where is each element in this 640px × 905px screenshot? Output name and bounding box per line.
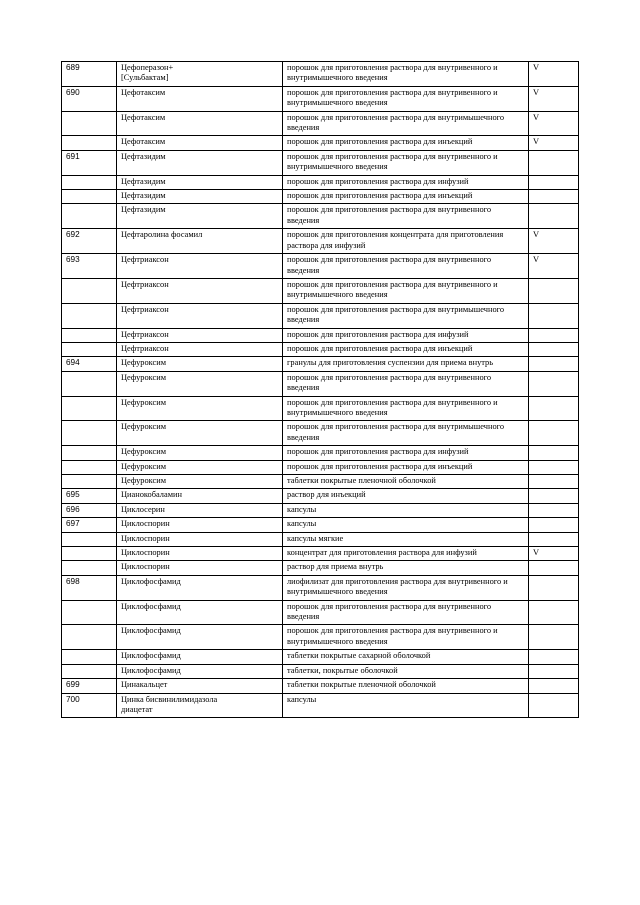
drug-name-cell: Цефотаксим	[117, 111, 283, 136]
dosage-form-cell: порошок для приготовления раствора для инъекций	[283, 342, 529, 356]
dosage-form-cell: порошок для приготовления раствора для внутривенного и внутримышечного введения	[283, 150, 529, 175]
dosage-form-cell: гранулы для приготовления суспензии для приема внутрь	[283, 357, 529, 371]
table-row	[62, 204, 579, 229]
drug-name-cell: Цефтаролина фосамил	[117, 229, 283, 254]
drug-name-cell: Циклоспорин	[117, 532, 283, 546]
drug-name-cell: Цефтриаксон	[117, 254, 283, 279]
table-row	[62, 489, 579, 503]
dosage-form-cell: капсулы	[283, 503, 529, 517]
drug-name-cell: Циклофосфамид	[117, 625, 283, 650]
vital-mark-cell	[529, 625, 579, 650]
row-number-cell	[62, 547, 117, 561]
table-row	[62, 396, 579, 421]
table-row	[62, 693, 579, 718]
drug-name-cell: Цефуроксим	[117, 357, 283, 371]
table-row	[62, 664, 579, 678]
drug-name-cell: Циклофосфамид	[117, 575, 283, 600]
row-number-cell	[62, 136, 117, 150]
row-number-cell	[62, 303, 117, 328]
vital-mark-cell	[529, 357, 579, 371]
drug-name-cell: Цефтазидим	[117, 175, 283, 189]
dosage-form-cell: капсулы	[283, 693, 529, 718]
drug-table-body	[62, 62, 579, 718]
row-number-cell	[62, 625, 117, 650]
vital-mark-cell	[529, 575, 579, 600]
row-number-cell	[62, 328, 117, 342]
table-row	[62, 679, 579, 693]
table-row	[62, 150, 579, 175]
drug-name-cell: Цефтриаксон	[117, 328, 283, 342]
vital-mark-cell	[529, 303, 579, 328]
vital-mark-cell	[529, 446, 579, 460]
table-row	[62, 561, 579, 575]
drug-name-cell: Цефуроксим	[117, 475, 283, 489]
dosage-form-cell: лиофилизат для приготовления раствора для внутривенного и внутримышечного введения	[283, 575, 529, 600]
table-row	[62, 532, 579, 546]
dosage-form-cell: порошок для приготовления раствора для внутривенного введения	[283, 254, 529, 279]
dosage-form-cell: таблетки покрытые пленочной оболочкой	[283, 475, 529, 489]
row-number-cell	[62, 278, 117, 303]
table-row	[62, 254, 579, 279]
row-number-cell	[62, 342, 117, 356]
drug-name-cell: Циклофосфамид	[117, 650, 283, 664]
vital-mark-cell	[529, 204, 579, 229]
dosage-form-cell: порошок для приготовления раствора для инфузий	[283, 175, 529, 189]
dosage-form-cell: капсулы мягкие	[283, 532, 529, 546]
vital-mark-cell: V	[529, 254, 579, 279]
dosage-form-cell: порошок для приготовления раствора для инфузий	[283, 328, 529, 342]
dosage-form-cell: порошок для приготовления раствора для инъекций	[283, 190, 529, 204]
row-number-cell	[62, 371, 117, 396]
dosage-form-cell: порошок для приготовления раствора для внутривенного введения	[283, 600, 529, 625]
vital-mark-cell	[529, 600, 579, 625]
table-row	[62, 547, 579, 561]
dosage-form-cell: порошок для приготовления концентрата для приготовления раствора для инфузий	[283, 229, 529, 254]
dosage-form-cell: концентрат для приготовления раствора для инфузий	[283, 547, 529, 561]
vital-mark-cell	[529, 693, 579, 718]
vital-mark-cell: V	[529, 86, 579, 111]
drug-name-cell: Циклоспорин	[117, 518, 283, 532]
vital-mark-cell: V	[529, 136, 579, 150]
table-row	[62, 229, 579, 254]
vital-mark-cell: V	[529, 229, 579, 254]
vital-mark-cell	[529, 190, 579, 204]
dosage-form-cell: таблетки покрытые сахарной оболочкой	[283, 650, 529, 664]
table-row	[62, 475, 579, 489]
table-row	[62, 575, 579, 600]
row-number-cell	[62, 421, 117, 446]
row-number-cell	[62, 475, 117, 489]
table-row	[62, 371, 579, 396]
dosage-form-cell: порошок для приготовления раствора для внутримышечного введения	[283, 303, 529, 328]
table-row	[62, 518, 579, 532]
vital-mark-cell	[529, 489, 579, 503]
drug-name-cell: Цефоперазон+ [Сульбактам]	[117, 62, 283, 87]
table-row	[62, 503, 579, 517]
row-number-cell: 695	[62, 489, 117, 503]
row-number-cell: 696	[62, 503, 117, 517]
row-number-cell	[62, 460, 117, 474]
vital-mark-cell	[529, 561, 579, 575]
drug-name-cell: Цианокобаламин	[117, 489, 283, 503]
row-number-cell: 691	[62, 150, 117, 175]
vital-mark-cell: V	[529, 111, 579, 136]
row-number-cell: 689	[62, 62, 117, 87]
vital-mark-cell	[529, 650, 579, 664]
vital-mark-cell	[529, 371, 579, 396]
table-row	[62, 175, 579, 189]
vital-mark-cell	[529, 396, 579, 421]
row-number-cell	[62, 561, 117, 575]
vital-mark-cell	[529, 679, 579, 693]
dosage-form-cell: порошок для приготовления раствора для инъекций	[283, 136, 529, 150]
table-row	[62, 62, 579, 87]
vital-mark-cell: V	[529, 62, 579, 87]
dosage-form-cell: порошок для приготовления раствора для инъекций	[283, 460, 529, 474]
row-number-cell	[62, 600, 117, 625]
dosage-form-cell: капсулы	[283, 518, 529, 532]
row-number-cell	[62, 446, 117, 460]
row-number-cell	[62, 650, 117, 664]
row-number-cell: 693	[62, 254, 117, 279]
drug-name-cell: Цефуроксим	[117, 396, 283, 421]
table-row	[62, 328, 579, 342]
dosage-form-cell: порошок для приготовления раствора для внутримышечного введения	[283, 111, 529, 136]
vital-mark-cell	[529, 503, 579, 517]
dosage-form-cell: порошок для приготовления раствора для инфузий	[283, 446, 529, 460]
vital-mark-cell	[529, 278, 579, 303]
table-row	[62, 357, 579, 371]
row-number-cell	[62, 175, 117, 189]
table-row	[62, 86, 579, 111]
table-row	[62, 342, 579, 356]
row-number-cell	[62, 532, 117, 546]
table-row	[62, 136, 579, 150]
vital-mark-cell	[529, 150, 579, 175]
drug-name-cell: Цефтазидим	[117, 190, 283, 204]
dosage-form-cell: раствор для приема внутрь	[283, 561, 529, 575]
drug-name-cell: Цефуроксим	[117, 371, 283, 396]
dosage-form-cell: порошок для приготовления раствора для внутривенного и внутримышечного введения	[283, 278, 529, 303]
table-row	[62, 421, 579, 446]
drug-name-cell: Циклоспорин	[117, 547, 283, 561]
vital-mark-cell	[529, 518, 579, 532]
drug-name-cell: Цинка бисвинилимидазола диацетат	[117, 693, 283, 718]
table-row	[62, 600, 579, 625]
vital-mark-cell	[529, 532, 579, 546]
drug-name-cell: Цефтазидим	[117, 150, 283, 175]
dosage-form-cell: порошок для приготовления раствора для внутривенного и внутримышечного введения	[283, 625, 529, 650]
drug-name-cell: Цефтриаксон	[117, 342, 283, 356]
dosage-form-cell: порошок для приготовления раствора для внутримышечного введения	[283, 421, 529, 446]
table-row	[62, 625, 579, 650]
drug-name-cell: Цинакальцет	[117, 679, 283, 693]
drug-name-cell: Цефотаксим	[117, 86, 283, 111]
drug-name-cell: Циклофосфамид	[117, 664, 283, 678]
dosage-form-cell: порошок для приготовления раствора для внутривенного введения	[283, 371, 529, 396]
drug-name-cell: Циклосерин	[117, 503, 283, 517]
table-row	[62, 460, 579, 474]
drug-name-cell: Цефтриаксон	[117, 278, 283, 303]
row-number-cell: 698	[62, 575, 117, 600]
vital-mark-cell	[529, 342, 579, 356]
row-number-cell: 692	[62, 229, 117, 254]
vital-mark-cell	[529, 175, 579, 189]
dosage-form-cell: порошок для приготовления раствора для внутривенного введения	[283, 204, 529, 229]
table-row	[62, 111, 579, 136]
table-row	[62, 303, 579, 328]
vital-mark-cell	[529, 664, 579, 678]
drug-name-cell: Цефуроксим	[117, 446, 283, 460]
drug-name-cell: Цефотаксим	[117, 136, 283, 150]
drug-name-cell: Цефтриаксон	[117, 303, 283, 328]
vital-mark-cell	[529, 475, 579, 489]
row-number-cell: 694	[62, 357, 117, 371]
table-row	[62, 190, 579, 204]
row-number-cell: 690	[62, 86, 117, 111]
dosage-form-cell: порошок для приготовления раствора для внутривенного и внутримышечного введения	[283, 62, 529, 87]
vital-mark-cell	[529, 421, 579, 446]
table-row	[62, 650, 579, 664]
table-row	[62, 278, 579, 303]
row-number-cell	[62, 396, 117, 421]
vital-mark-cell: V	[529, 547, 579, 561]
dosage-form-cell: таблетки покрытые пленочной оболочкой	[283, 679, 529, 693]
dosage-form-cell: порошок для приготовления раствора для внутривенного и внутримышечного введения	[283, 396, 529, 421]
drug-name-cell: Циклоспорин	[117, 561, 283, 575]
row-number-cell: 700	[62, 693, 117, 718]
row-number-cell: 697	[62, 518, 117, 532]
row-number-cell: 699	[62, 679, 117, 693]
dosage-form-cell: таблетки, покрытые оболочкой	[283, 664, 529, 678]
row-number-cell	[62, 111, 117, 136]
row-number-cell	[62, 664, 117, 678]
drug-name-cell: Цефуроксим	[117, 460, 283, 474]
drug-table	[61, 61, 579, 718]
row-number-cell	[62, 204, 117, 229]
drug-name-cell: Цефтазидим	[117, 204, 283, 229]
table-row	[62, 446, 579, 460]
dosage-form-cell: порошок для приготовления раствора для внутривенного и внутримышечного введения	[283, 86, 529, 111]
vital-mark-cell	[529, 460, 579, 474]
vital-mark-cell	[529, 328, 579, 342]
drug-name-cell: Цефуроксим	[117, 421, 283, 446]
dosage-form-cell: раствор для инъекций	[283, 489, 529, 503]
drug-name-cell: Циклофосфамид	[117, 600, 283, 625]
row-number-cell	[62, 190, 117, 204]
